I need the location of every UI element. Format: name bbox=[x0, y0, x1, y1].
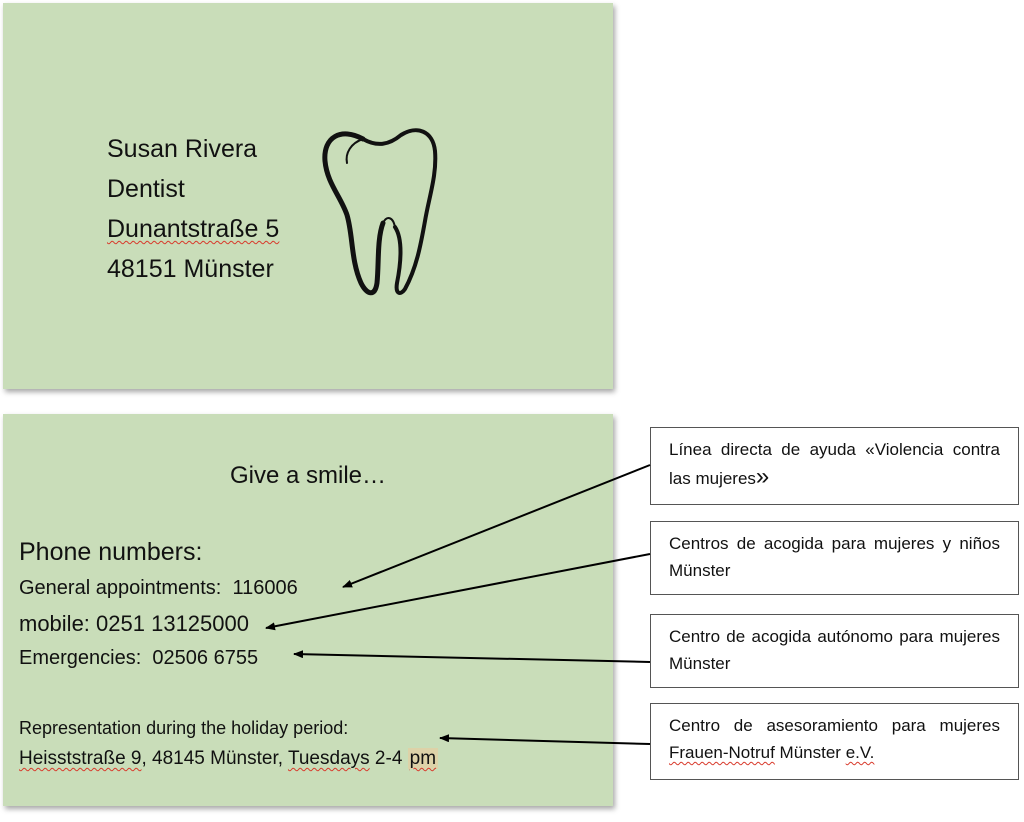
annotation-text: Línea directa de ayuda «Violencia contra las mujeres bbox=[669, 440, 1000, 488]
mobile-label: mobile: bbox=[19, 611, 90, 636]
holiday-city: , 48145 Münster, bbox=[141, 748, 288, 769]
holiday-pm: pm bbox=[409, 748, 437, 769]
mobile-number: 0251 13125000 bbox=[96, 611, 249, 636]
closing-quote: » bbox=[755, 463, 770, 490]
street-address-text: Dunantstraße 5 bbox=[107, 215, 280, 243]
holiday-street: Heisststraße 9 bbox=[19, 748, 142, 769]
annotation-org: Frauen-Notruf bbox=[669, 743, 775, 762]
emergencies-label: Emergencies: bbox=[19, 647, 142, 669]
arrow-counseling bbox=[440, 738, 650, 744]
holiday-day: Tuesdays bbox=[287, 748, 370, 769]
holiday-time: 2-4 bbox=[369, 748, 408, 769]
general-appointments-label: General appointments: bbox=[19, 577, 222, 599]
annotation-suffix: e.V. bbox=[845, 743, 875, 762]
holiday-heading: Representation during the holiday period: bbox=[19, 718, 349, 738]
arrow-hotline bbox=[343, 465, 650, 587]
annotation-text: Centros de acogida para mujeres y niños Münster bbox=[669, 534, 1000, 580]
phone-numbers-heading: Phone numbers: bbox=[19, 538, 203, 566]
slogan: Give a smile… bbox=[229, 462, 387, 489]
profession: Dentist bbox=[107, 175, 185, 203]
arrow-autonomous-shelter bbox=[294, 654, 650, 662]
emergencies-number: 02506 6755 bbox=[152, 647, 259, 669]
dentist-name: Susan Rivera bbox=[107, 135, 258, 163]
annotation-prefix: Centro de asesoramiento para mujeres bbox=[669, 716, 1000, 735]
city-address: 48151 Münster bbox=[107, 255, 274, 283]
annotation-middle: Münster bbox=[774, 743, 846, 762]
general-appointments-number: 116006 bbox=[232, 577, 298, 599]
annotation-text: Centro de acogida autónomo para mujeres Münster bbox=[669, 627, 1000, 673]
arrow-shelters bbox=[266, 554, 650, 628]
